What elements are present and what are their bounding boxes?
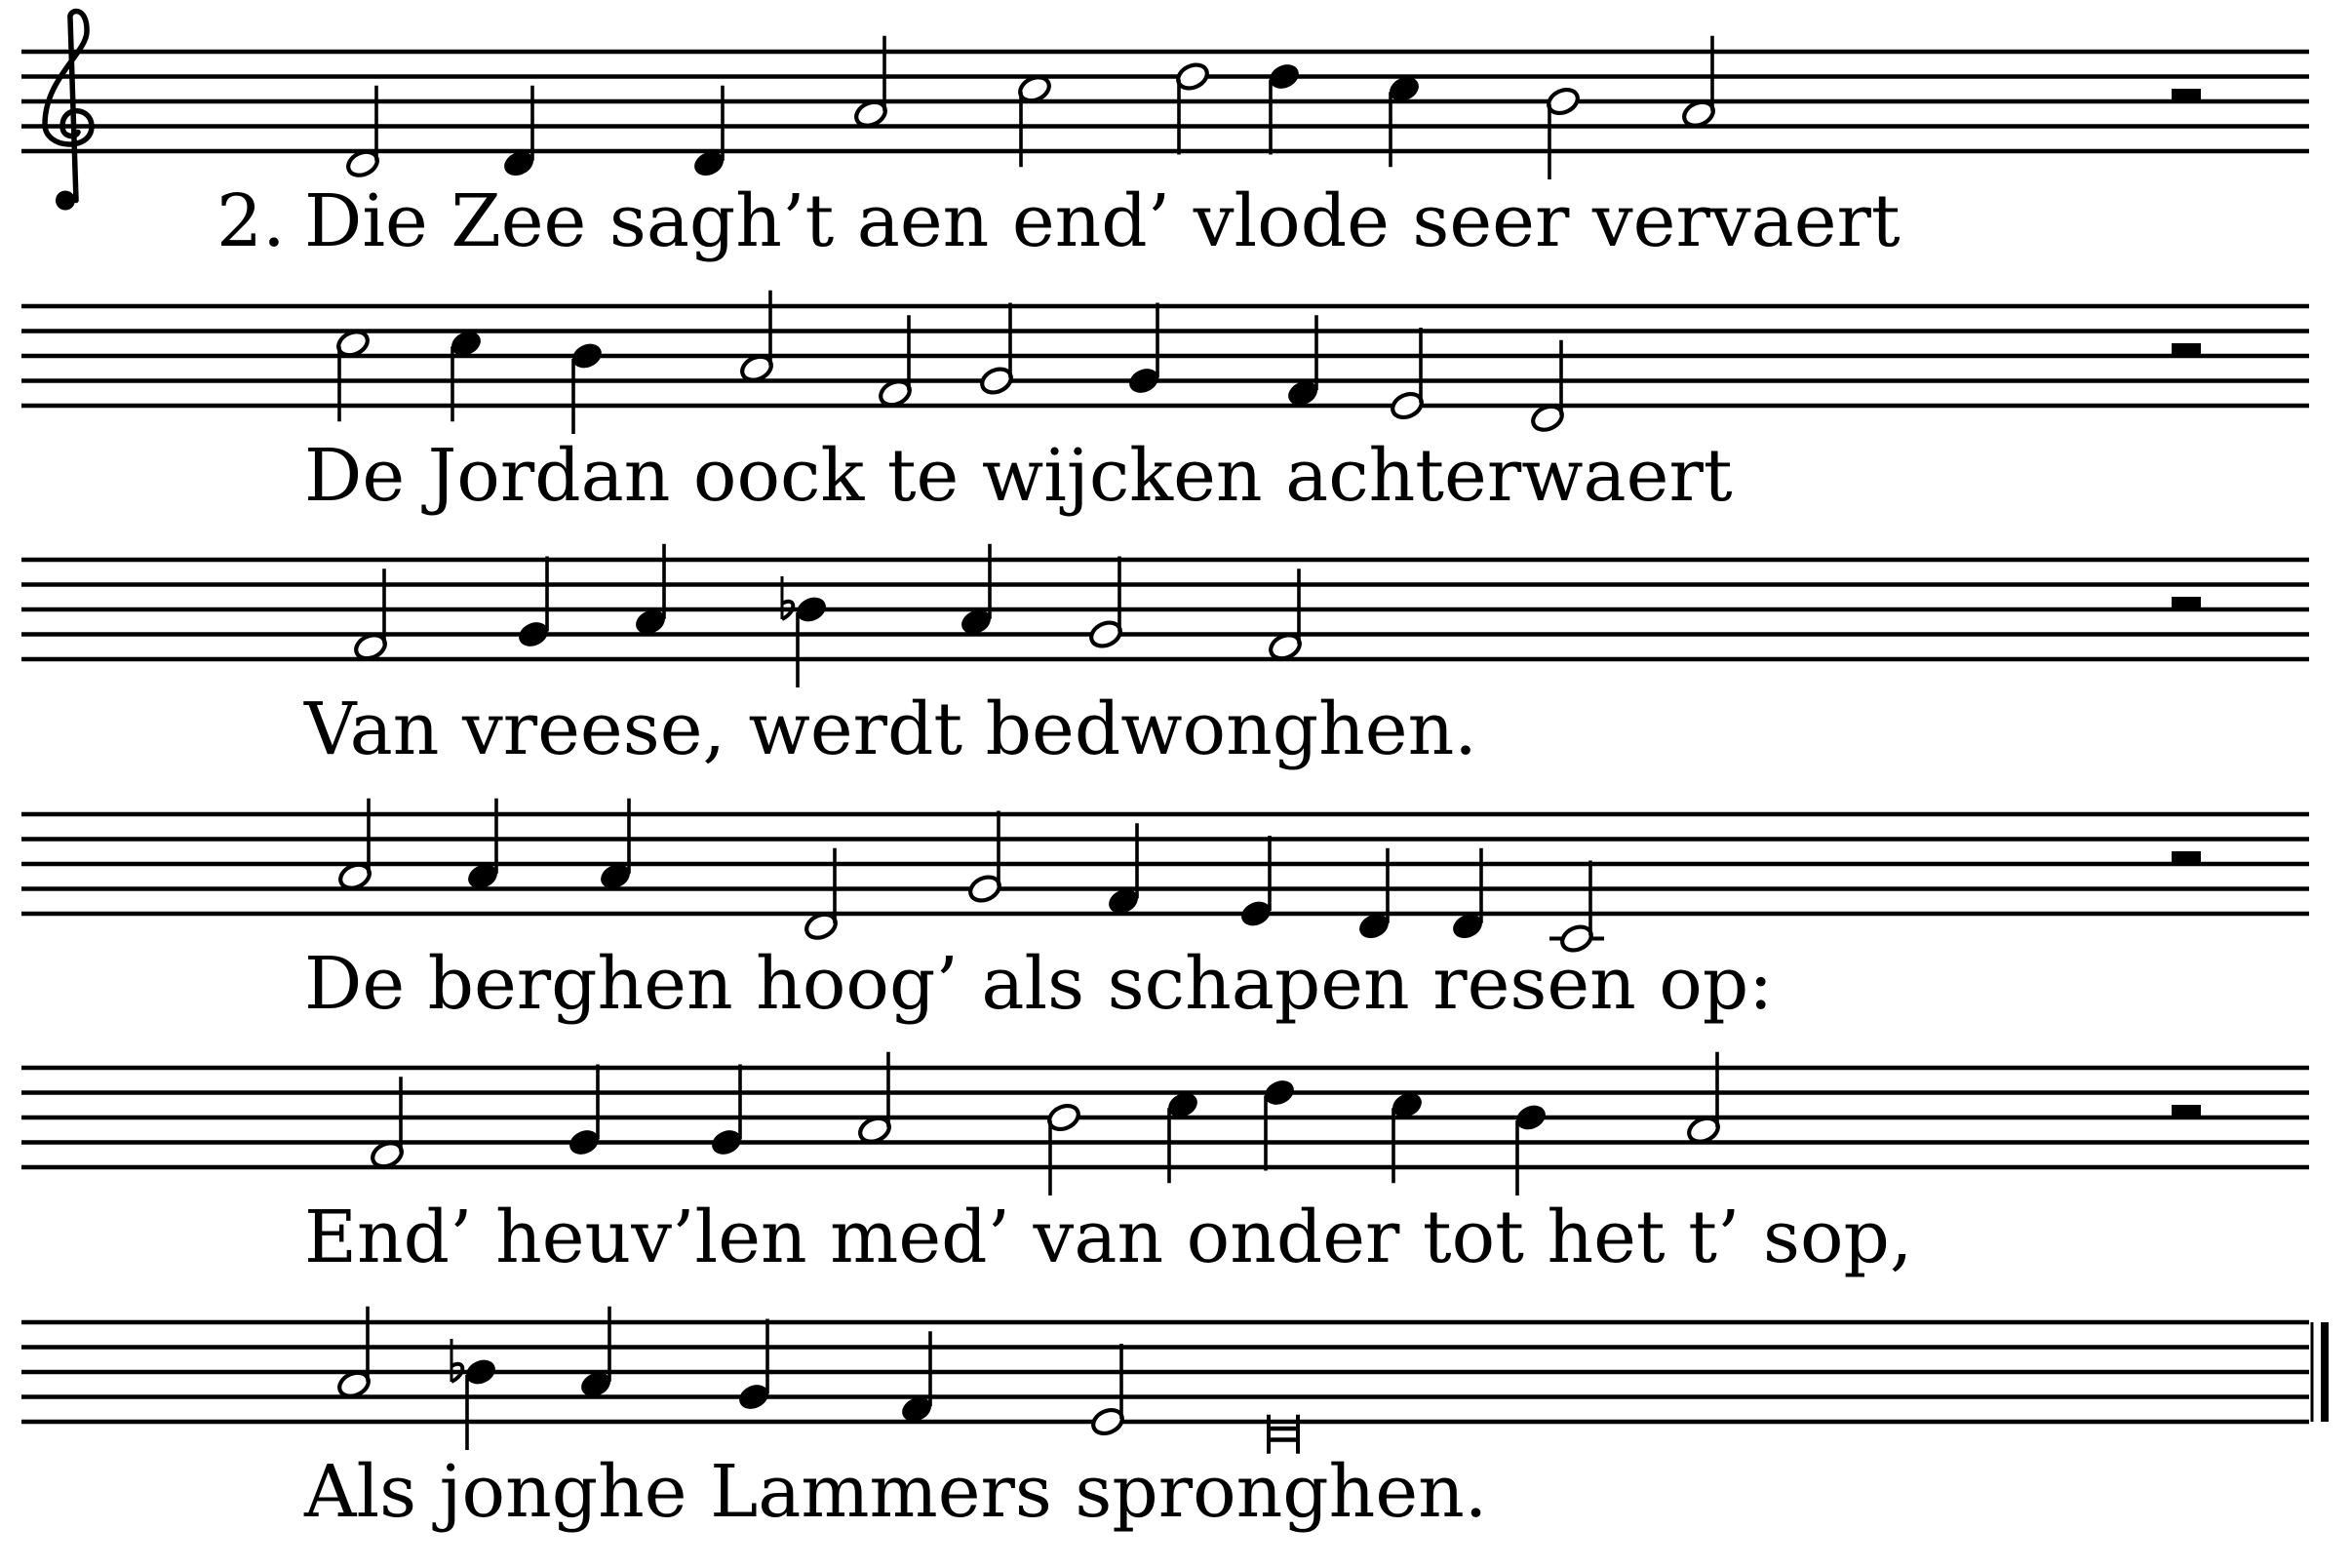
lyric-line-5: End’ heuv’len med’ van onder tot het t’ sop,: [304, 1196, 1913, 1279]
note: [569, 340, 604, 434]
lyric-line-6: Als jonghe Lammers spronghen.: [304, 1450, 1488, 1534]
note: [782, 576, 829, 687]
staff-system: [21, 544, 2309, 687]
note: [1545, 85, 1581, 179]
half-rest: [2172, 89, 2201, 101]
note: [1238, 836, 1273, 929]
note: [1513, 1102, 1548, 1196]
note: [1549, 861, 1604, 956]
note: [1089, 1344, 1125, 1438]
note: [1267, 61, 1301, 155]
half-rest: [2172, 343, 2201, 356]
clef-icon: [45, 11, 92, 210]
staff-system: [21, 36, 2309, 180]
lyric-line-2: De Jordan oock te wijcken achterwaert: [304, 434, 1733, 518]
note: [1126, 303, 1160, 397]
note: [516, 557, 550, 650]
note: [1087, 557, 1123, 651]
lyric-line-3: Van vreese, werdt bedwonghen.: [304, 687, 1477, 771]
note: [978, 303, 1014, 398]
note: [567, 1065, 601, 1158]
lyric-line-4: De berghen hoog’ als schapen resen op:: [304, 942, 1774, 1026]
staff-system: [21, 799, 2309, 955]
staff-system: [21, 291, 2309, 435]
note: [1262, 1078, 1296, 1171]
staff-system: [21, 1307, 2329, 1454]
lyric-line-1: Die Zee sagh’t aen end’ vlode seer vervaert: [304, 179, 1901, 263]
half-rest: [2172, 597, 2201, 609]
note: [451, 1339, 498, 1450]
note: [966, 811, 1002, 906]
note: [709, 1065, 743, 1158]
staff-system: [21, 1052, 2309, 1196]
note: [736, 1319, 770, 1413]
note: [1389, 328, 1425, 422]
note: [1174, 60, 1210, 155]
half-rest: [2172, 1105, 2201, 1117]
verse-number: 2.: [216, 179, 286, 263]
half-rest: [2172, 851, 2201, 864]
note: [1045, 1101, 1081, 1196]
final-barline: [2312, 1322, 2329, 1422]
